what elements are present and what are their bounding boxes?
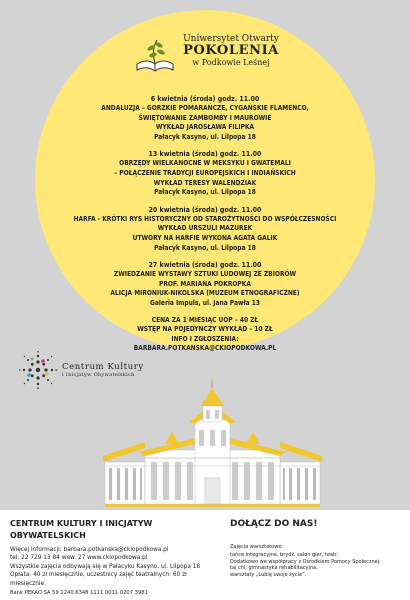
dotted-star-icon (18, 350, 58, 390)
event-item (35, 205, 375, 253)
footer-fee-line: Opłata: 40 zł miesięcznie, uczestnicy zajęć teatralnych: 60 zł miesięcznie. (10, 572, 187, 587)
event-date: 20 kwietnia (środa) godz. 11.00 (148, 205, 262, 214)
logo-line-3: w Podkowie Leśnej (192, 58, 270, 67)
price-monthly: CENA ZA 1 MIESIĄC UOP – 40 ZŁ (151, 315, 259, 324)
centrum-logo-line-2: i Inicjatyw Obywatelskich (62, 371, 135, 378)
price-info (35, 316, 375, 354)
workshops-line: Dodatkowo we współpracy z Ośrodkiem Pomocy Społecznej: (230, 558, 381, 565)
info-label: INFO I ZGŁOSZENIA: (171, 334, 239, 343)
footer-join (230, 518, 402, 579)
event-line: ZWIEDZANIE WYSTAWY SZTUKI LUDOWEJ ZE ZBIORÓW (113, 270, 297, 279)
price-single: WSTĘP NA POJEDYNCZY WYKŁAD – 10 ZŁ (137, 325, 273, 334)
open-book-icon (131, 36, 179, 76)
event-date: 6 kwietnia (środa) godz. 11.00 (150, 95, 260, 103)
event-item (35, 94, 375, 142)
logo-line-2: POKOLENIA (183, 43, 279, 58)
event-place: Pałacyk Kasyno, ul. Lilpopa 18 (154, 243, 256, 252)
event-line: UTWORY NA HARFIE WYKONA AGATA GALIK (132, 233, 278, 242)
event-place: Pałacyk Kasyno, ul. Lilpopa 18 (154, 188, 256, 197)
event-date: 27 kwietnia (środa) godz. 11.00 (148, 261, 262, 270)
event-item (35, 260, 375, 308)
event-line: WYKŁAD TERESY WALENDZIAK (153, 178, 257, 187)
event-place: Pałacyk Kasyno, ul. Lilpopa 18 (154, 132, 256, 141)
footer-title: CENTRUM KULTURY I INICJATYW OBYWATELSKICH (10, 519, 153, 540)
uop-logo (0, 34, 410, 76)
logo-line-1: Uniwersytet Otwarty (183, 34, 279, 44)
footer (0, 510, 410, 600)
event-line: PROF. MARIANA POKROPKA (159, 279, 251, 288)
event-line: ŚWIĘTOWANIE ZAMBOMBY I MAUROWIE (138, 113, 272, 122)
event-line: HARFA - KRÓTKI RYS HISTORYCZNY OD STAROŻYTNOŚCI DO WSPÓŁCZESNOŚCI (73, 214, 337, 223)
event-line: OBRZĘDY WIELKANOCNE W MEKSYKU I GWATEMALI (119, 159, 291, 168)
workshops-line: tańce integracyjne, brydż, salon gier, teatr. (230, 551, 339, 558)
footer-location-line: Wszystkie zajęcia odbywają się w Pałacyku Kasyno, ul. Lilpopa 18 (10, 563, 201, 570)
workshops-line: tai chi, gimnastyka rehabilitacyjna, (230, 565, 318, 572)
event-line: WYKŁAD JAROSŁAWA FILIPKA (155, 123, 255, 132)
workshops-line: warsztaty „Lubię swoje życie”. (230, 572, 307, 579)
event-item (35, 149, 375, 197)
footer-phone-line[interactable]: tel. 22 729 13 84 wew. 27 www.ckiopodkowa.pl (10, 555, 148, 562)
event-line: WYKŁAD URSZULI MAZUREK (157, 224, 253, 233)
centrum-logo-line-1: Centrum Kultury (62, 361, 144, 372)
workshops-label: Zajęcia warsztatowe: (230, 544, 284, 550)
event-line: – POŁĄCZENIE TRADYCJI EUROPEJSKICH I INDIAŃSKICH (114, 168, 296, 177)
footer-bank-account: Bank PEKAO SA 59 1240 6348 1111 0011 0207 3981 (10, 590, 148, 597)
footer-email-line[interactable]: Więcej informacji: barbara.potkanska@ckiopodkowa.pl (10, 547, 169, 553)
footer-contact (10, 518, 222, 598)
event-place: Galeria Impuls, ul. Jana Pawła 13 (150, 298, 260, 307)
join-title: DOŁĄCZ DO NAS! (230, 519, 318, 529)
event-date: 13 kwietnia (środa) godz. 11.00 (148, 150, 262, 159)
events-list (35, 94, 375, 354)
info-email[interactable]: BARBARA.POTKANSKA@CKIOPODKOWA.PL (133, 344, 277, 353)
event-line: ANDALUZJA – GORZKIE POMARAŃCZE, CYGAŃSKIE FLAMENCO, (101, 104, 309, 112)
palace-building-illustration (95, 378, 330, 510)
event-line: ALICJA MIRONIUK-NIKOLSKA (MUZEUM ETNOGRAFICZNE) (110, 289, 300, 298)
